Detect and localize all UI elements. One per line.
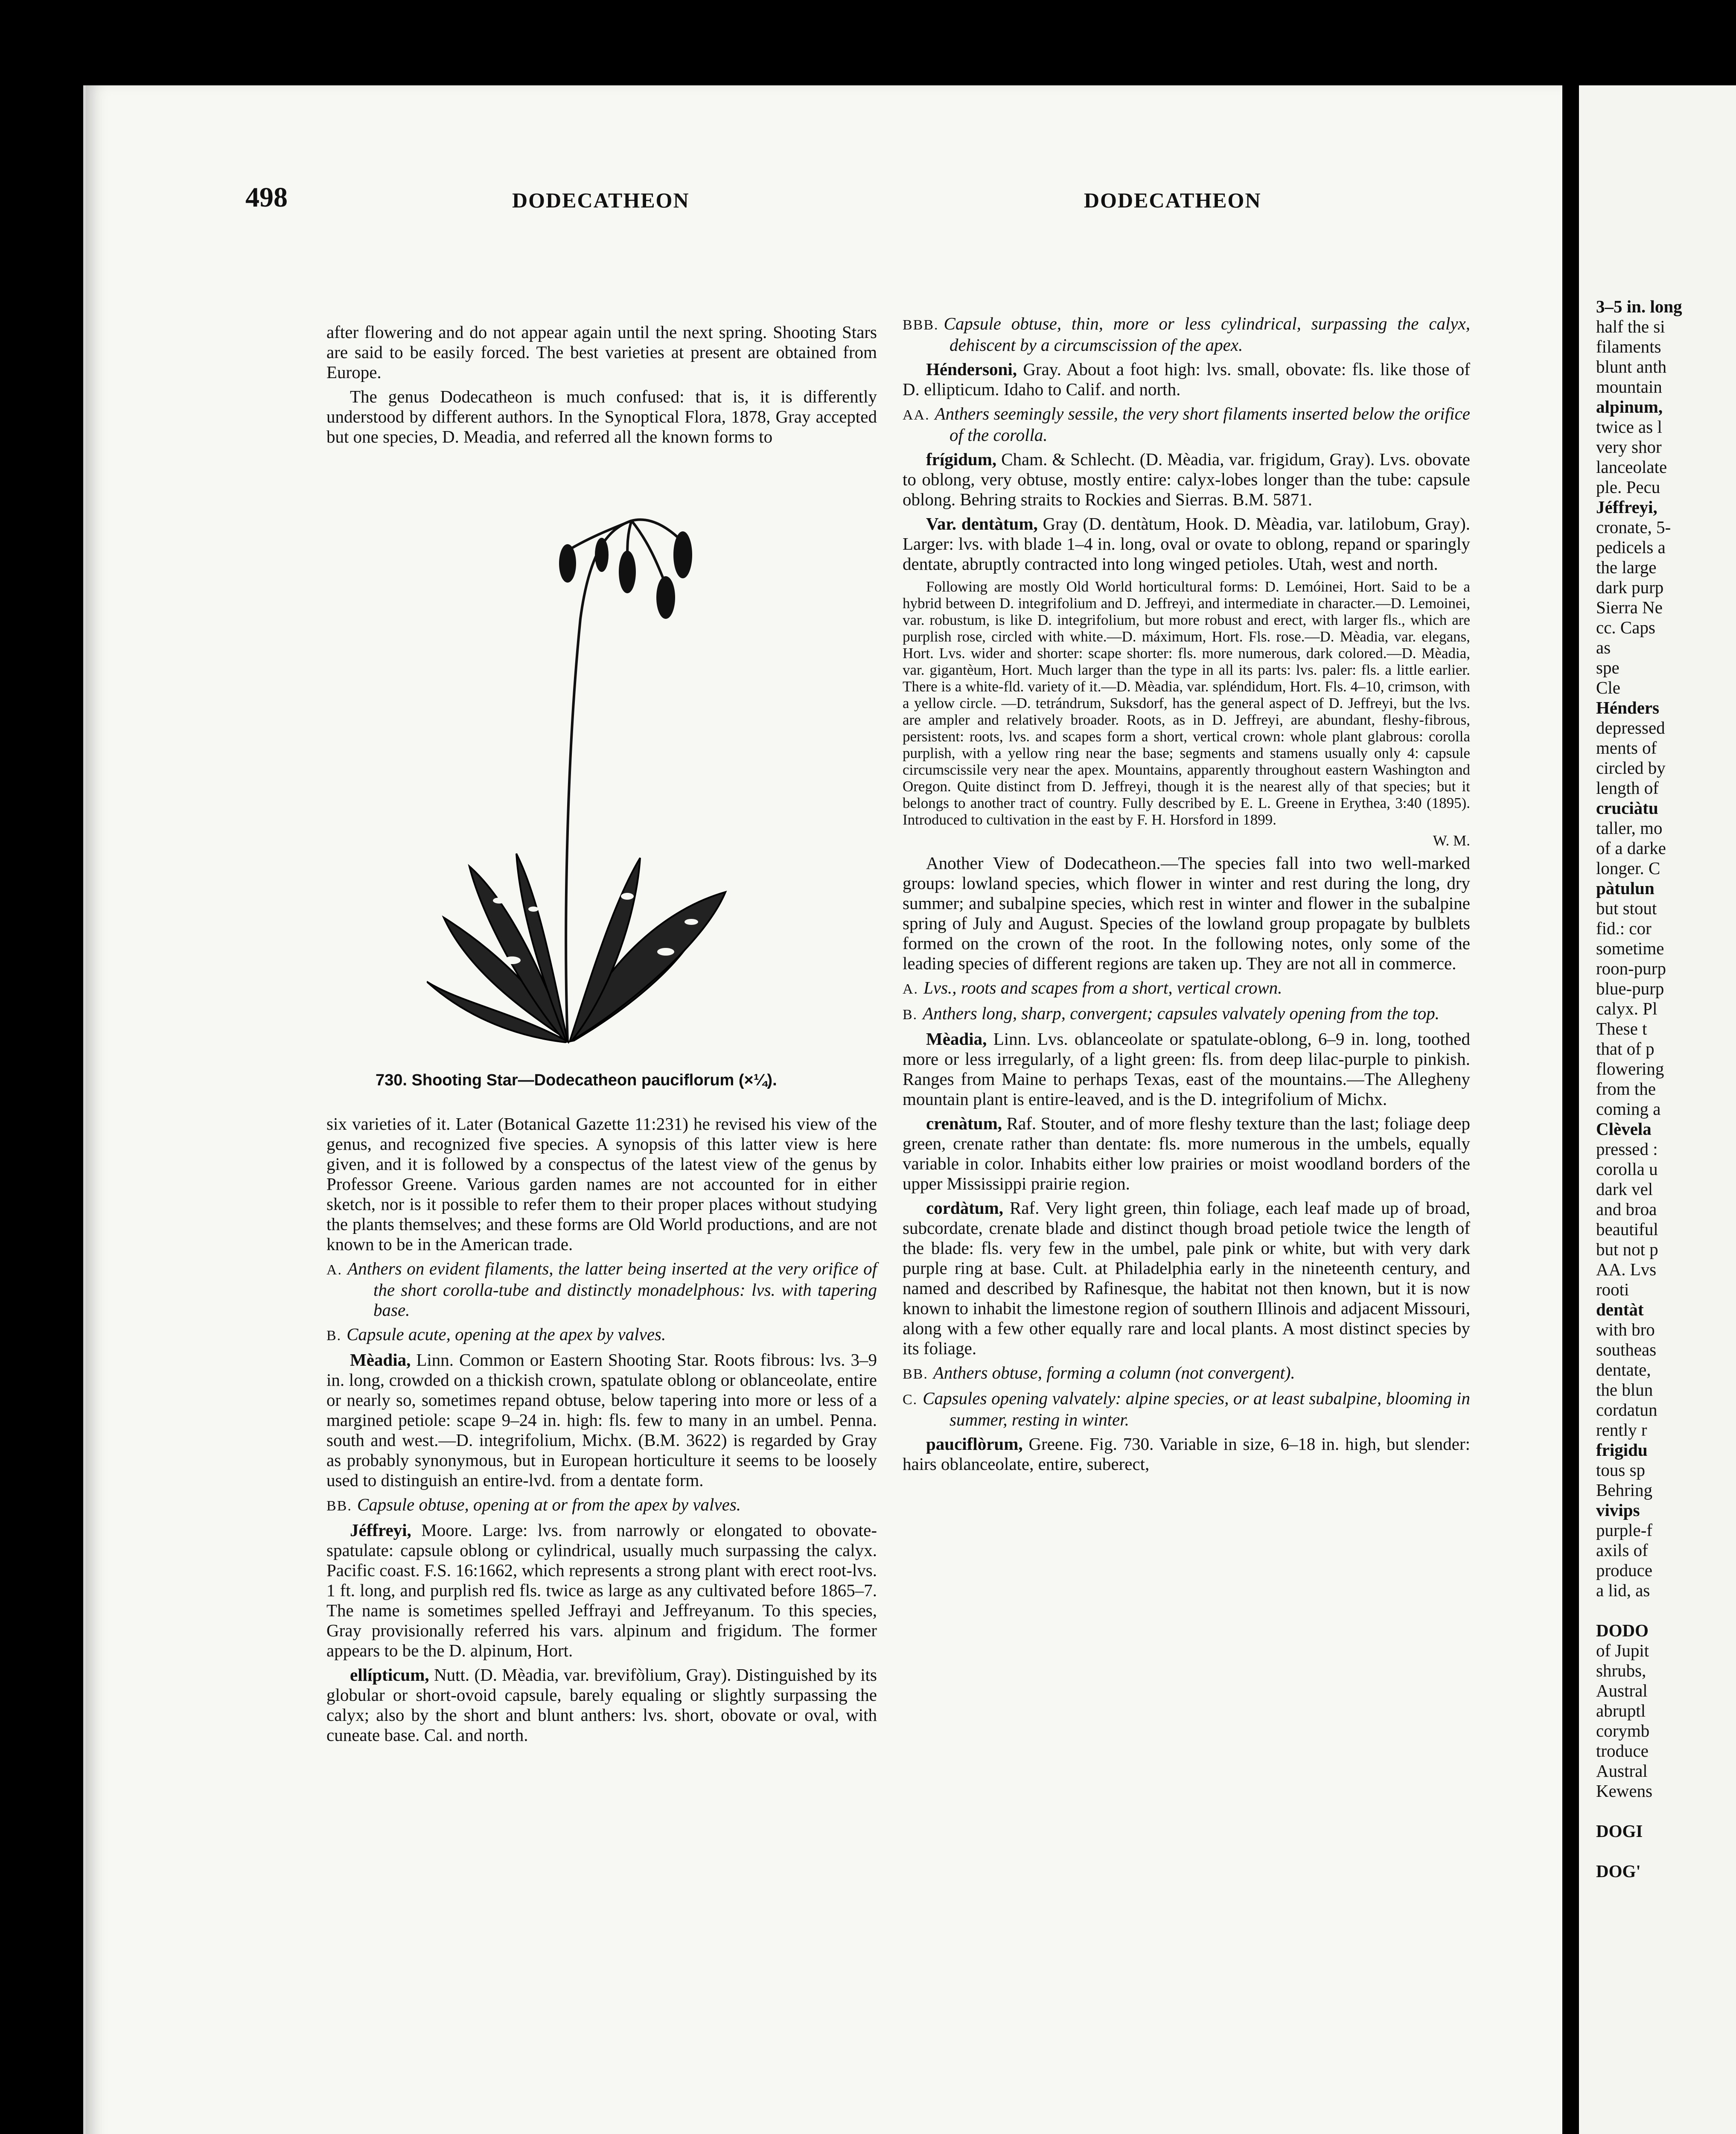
species-entry [326,1350,877,1490]
next-page-line: DODO [1596,1621,1649,1640]
key-bb-2 [903,1363,1470,1384]
next-page-line: lanceolate [1596,457,1667,477]
species-entry [903,359,1470,399]
next-page-line: tous sp [1596,1460,1646,1480]
next-page-line: filaments [1596,337,1661,356]
next-page-line: as [1596,638,1611,657]
next-page-line: axils of [1596,1540,1648,1560]
species-entry [903,1198,1470,1359]
species-entry [326,1665,877,1745]
next-page-line: rooti [1596,1280,1629,1299]
next-page-line: dentate, [1596,1360,1651,1379]
running-head-left: DODECATHEON [512,188,690,212]
left-column-top [326,322,877,451]
next-page-line: very shor [1596,437,1662,457]
key-mark: BBB. [903,317,939,333]
next-page-line: cc. Caps [1596,618,1655,637]
key-mark: BB. [903,1366,928,1382]
species-entry [903,1029,1470,1109]
next-page-line: mountain [1596,377,1662,396]
species-name: ellípticum, [350,1665,429,1685]
next-page-line: corymb [1596,1721,1650,1740]
next-page-line: abruptl [1596,1701,1646,1720]
next-page-line: shrubs, [1596,1661,1646,1680]
running-head-right: DODECATHEON [1084,188,1261,212]
next-page-line: blue-purp [1596,979,1664,998]
key-text: Capsules opening valvately: alpine species, or at least subalpine, blooming in summer, resting in winter. [923,1388,1470,1429]
next-page-line: flowering [1596,1059,1664,1079]
paragraph: The genus Dodecatheon is much confused: that is, it is differently understood by different authors. In the Synoptical Flora, 1878, Gray accepted but one species, D. Meadia, and referred all the known forms to [326,387,877,446]
species-text: Linn. Lvs. oblanceolate or spatulate-oblong, 6–9 in. long, toothed more or less irregularly, of a light green: fls. from deep lilac-purple to pinkish. Ranges from Maine to perhaps Texas, east of the mountains.—The Allegheny mountain plant is entire-leaved, and is the D. integrifolium of Michx. [903,1029,1471,1109]
key-mark: B. [326,1328,342,1344]
next-page-line: ments of [1596,738,1657,758]
next-page-line: of a darke [1596,838,1666,858]
next-page-line: southeas [1596,1340,1657,1359]
key-b-2 [903,1003,1470,1025]
key-text: Anthers seemingly sessile, the very short filaments inserted below the orifice of the corolla. [935,404,1470,445]
species-name: Var. dentàtum, [926,514,1038,534]
next-page-line: the blun [1596,1380,1653,1399]
next-page-line: AA. Lvs [1596,1259,1657,1279]
species-name: pauciflòrum, [926,1434,1023,1454]
author-signature: W. M. [1433,832,1470,849]
shooting-star-illustration [427,491,751,1054]
next-page-lines [1579,297,1682,1881]
next-page-line: DOG' [1596,1861,1641,1881]
next-page-line: cordatun [1596,1400,1657,1420]
next-page-line: vivips [1596,1500,1640,1520]
next-page-line: the large [1596,557,1657,577]
next-page-line: pàtulun [1596,878,1654,898]
page-number: 498 [245,182,288,213]
next-page-strip [1579,85,1736,2134]
next-page-line: cronate, 5- [1596,517,1671,537]
next-page-line [1579,1801,1682,1821]
next-page-line: twice as l [1596,417,1662,437]
species-name: Mèadia, [926,1029,987,1049]
key-text: Lvs., roots and scapes from a short, vertical crown. [923,978,1282,997]
species-entry [903,1114,1470,1194]
next-page-line: longer. C [1596,858,1660,878]
next-page-line: but not p [1596,1239,1658,1259]
next-page-line [1579,1600,1682,1621]
next-page-line: pressed : [1596,1139,1658,1159]
next-page-line: a lid, as [1596,1580,1650,1600]
next-page-line: that of p [1596,1039,1654,1058]
next-page-line: calyx. Pl [1596,999,1657,1018]
next-page-line: Cle [1596,678,1620,697]
next-page-line: Behring [1596,1480,1653,1500]
next-page-line: dentàt [1596,1300,1644,1319]
left-column-bottom [326,1114,877,1749]
key-mark: AA. [903,407,930,423]
next-page-line: fid.: cor [1596,918,1652,938]
paragraph: after flowering and do not appear again until the next spring. Shooting Stars are said to be easily forced. The best varieties at present are obtained from Europe. [326,322,877,382]
next-page-line: troduce [1596,1741,1649,1761]
next-page-line: dark vel [1596,1179,1653,1199]
next-page-line: blunt anth [1596,357,1667,376]
species-text: Greene. Fig. 730. Variable in size, 6–18 in. high, but slender: hairs oblanceolate, entire, suberect, [903,1434,1471,1474]
species-text: Raf. Stouter, and of more fleshy texture than the last; foliage deep green, crenate rather than dentate: fls. more numerous in the umbels, equally variable in color. Inhabits either low prairies or moist woodland borders of the upper Mississippi prairie region. [903,1114,1470,1193]
next-page-line: coming a [1596,1099,1661,1119]
next-page-line: Kewens [1596,1781,1653,1801]
key-a [326,1259,877,1320]
species-name: frígidum, [926,449,997,469]
next-page-line: sometime [1596,939,1664,958]
next-page-line: half the si [1596,317,1665,336]
next-page-line: spe [1596,658,1619,677]
key-text: Anthers obtuse, forming a column (not convergent). [933,1363,1295,1382]
species-name: Jéffreyi, [350,1520,411,1540]
next-page-line: corolla u [1596,1159,1658,1179]
species-text: Cham. & Schlecht. (D. Mèadia, var. frigidum, Gray). Lvs. obovate to oblong, very obtuse, mostly entire: calyx-lobes longer than the tube: capsule oblong. Behring straits to Rockies and Sierras. B.M. 5871. [903,449,1470,509]
next-page-line: but stout [1596,898,1657,918]
next-page-line: of Jupit [1596,1641,1649,1660]
species-text: Moore. Large: lvs. from narrowly or elongated to obovate-spatulate: capsule oblong or cylindrical, usually much surpassing the calyx. Pacific coast. F.S. 16:1662, which represents a strong plant with erect root-lvs. 1 ft. long, and purplish red fls. twice as large as any cultivated before 1865–7. The name is sometimes spelled Jeffrayi and Jeffreyanum. To this species, Gray provisionally referred his vars. alpinum and frigidum. The former appears to be the D. alpinum, Hort. [326,1520,877,1660]
next-page-line [1579,1841,1682,1861]
next-page-line: alpinum, [1596,397,1663,417]
key-mark: C. [903,1392,918,1408]
species-entry [326,1520,877,1661]
next-page-line: Sierra Ne [1596,598,1663,617]
next-page-line: and broa [1596,1199,1657,1219]
next-page-line: with bro [1596,1320,1655,1339]
paragraph: Another View of Dodecatheon.—The species fall into two well-marked groups: lowland species, which flower in winter and rest during the long, dry summer; and subalpine species, which rest in winter and flower in the subalpine spring of July and August. Species of the lowland group propagate by bulblets formed on the crown of the root. In the following notes, only some of the leading species of different regions are taken up. They are not all in commerce. [903,853,1470,973]
next-page-line: pedicels a [1596,537,1666,557]
key-text: Anthers on evident filaments, the latter being inserted at the very orifice of the short corolla-tube and distinctly monadelphous: lvs. with tapering base. [347,1259,877,1320]
species-text: Linn. Common or Eastern Shooting Star. Roots fibrous: lvs. 3–9 in. long, crowded on a thickish crown, spatulate oblong or oblanceolate, entire or nearly so, sometimes repand obtuse, below tapering into more or less of a margined petiole: scape 9–24 in. high: fls. few to many in an umbel. Penna. south and west.—D. integrifolium, Michx. (B.M. 3622) is regarded by Gray as probably synonymous, but in European horticulture it seems to be loosely used to distinguish an entire-lvd. from a dentate form. [326,1350,877,1490]
key-b [326,1324,877,1346]
next-page-line: DOGI [1596,1821,1643,1841]
key-text: Capsule obtuse, thin, more or less cylindrical, surpassing the calyx, dehiscent by a circumscission of the apex. [944,314,1470,355]
next-page-line: These t [1596,1019,1647,1038]
species-entry [903,449,1470,510]
next-page-line: ple. Pecu [1596,477,1660,497]
next-page-line: produce [1596,1560,1653,1580]
right-column [903,314,1470,1478]
species-text: Raf. Very light green, thin foliage, each leaf made up of broad, subcordate, crenate blade and distinct though broad petiole twice the length of the blade: fls. very few in the umbel, pale pink or white, but with very dark purple ring at base. Cult. at Philadelphia early in the nineteenth century, and named and described by Rafinesque, the habitat not then known, but it is now known to inhabit the limestone region of southern Illinois and adjacent Missouri, along with a few other equally rare and local plants. A most distinct species by its foliage. [903,1198,1470,1358]
next-page-line: purple-f [1596,1520,1653,1540]
key-text: Anthers long, sharp, convergent; capsules valvately opening from the top. [923,1003,1439,1023]
next-page-line: taller, mo [1596,818,1663,838]
figure-caption: 730. Shooting Star—Dodecatheon pauciflorum (×¼). [376,1071,777,1089]
species-entry [903,1434,1470,1474]
key-a-2 [903,978,1470,999]
key-c [903,1388,1470,1430]
key-mark: A. [903,981,919,997]
next-page-line: Jéffreyi, [1596,497,1657,517]
horticultural-note: Following are mostly Old World horticultural forms: D. Lemóinei, Hort. Said to be a hybrid between D. integrifolium and D. Jeffreyi, and intermediate in character.—D. Lemoinei, var. robustum, is like D. integrifolium, but more robust and erect, with larger fls., which are purplish rose, circled with white.—D. máximum, Hort. Fls. rose.—D. Mèadia, var. elegans, Hort. Lvs. wider and shorter: scape shorter: fls. more numerous, dark colored.—D. Mèadia, var. gigantèum, Hort. Much larger than the type in all its parts: lvs. paler: fls. a little earlier. There is a white-fld. variety of it.—D. Mèadia, var. spléndidum, Hort. Fls. 4–10, crimson, with a yellow circle. —D. tetrándrum, Suksdorf, has the general aspect of D. Jeffreyi, but the lvs. are ampler and relatively broader. Roots, as in D. Jeffreyi, are abundant, fleshy-fibrous, persistent: roots, lvs. and scapes form a short, vertical crown: whole plant glabrous: corolla purplish, with a yellow ring near the base; segments and stamens usually only 4: capsule circumscissile very near the apex. Mountains, apparently throughout eastern Washington and Oregon. Quite distinct from D. Jeffreyi, though it is the nearest ally of that species; but it belongs to another tract of country. Fully described by E. L. Greene in Erythea, 3:40 (1895). Introduced to cultivation in the east by F. H. Horsford in 1899. [903,578,1470,828]
next-page-line: 3–5 in. long [1596,297,1682,316]
next-page-line: rently r [1596,1420,1647,1440]
next-page-line: frigidu [1596,1440,1648,1460]
next-page-line: roon-purp [1596,959,1666,978]
species-text: Gray (D. dentàtum, Hook. D. Mèadia, var. latilobum, Gray). Larger: lvs. with blade 1–4 in. long, oval or ovate to oblong, repand or sparingly dentate, abruptly contracted into long winged petioles. Utah, west and north. [903,514,1471,574]
key-mark: A. [326,1262,343,1278]
next-page-line: Austral [1596,1761,1648,1781]
key-aa [903,404,1470,445]
key-bb [326,1495,877,1516]
next-page-line: Clèvela [1596,1119,1652,1139]
next-page-line: depressed [1596,718,1665,738]
species-entry [903,514,1470,574]
next-page-line: from the [1596,1079,1656,1099]
key-text: Capsule obtuse, opening at or from the apex by valves. [357,1495,741,1514]
species-text: Gray. About a foot high: lvs. small, obovate: fls. like those of D. ellipticum. Idaho to Calif. and north. [903,359,1470,399]
species-name: Mèadia, [350,1350,411,1370]
next-page-line: Hénders [1596,698,1660,717]
next-page-line: beautiful [1596,1219,1658,1239]
species-name: Héndersoni, [926,359,1017,379]
next-page-line: Austral [1596,1681,1648,1700]
next-page-line: cruciàtu [1596,798,1658,818]
paragraph: six varieties of it. Later (Botanical Gazette 11:231) he revised his view of the genus, and recognized five species. A synopsis of this latter view is here given, and it is followed by a conspectus of the latest view of the genus by Professor Greene. Various garden names are not accounted for in either sketch, nor is it possible to refer them to their proper places without studying the plants themselves; and these forms are Old World productions, and are not known to be in the American trade. [326,1114,877,1254]
next-page-line: dark purp [1596,577,1664,597]
next-page-line: circled by [1596,758,1666,778]
key-text: Capsule acute, opening at the apex by valves. [347,1324,666,1344]
next-page-line: length of [1596,778,1659,798]
species-text: Nutt. (D. Mèadia, var. brevifòlium, Gray). Distinguished by its globular or short-ovoid capsule, barely equaling or slightly surpassing the calyx; also by the short and blunt anthers: lvs. short, obovate or oval, with cuneate base. Cal. and north. [326,1665,877,1745]
key-mark: B. [903,1007,918,1023]
key-bbb [903,314,1470,355]
species-name: cordàtum, [926,1198,1004,1218]
species-name: crenàtum, [926,1114,1002,1133]
key-mark: BB. [326,1498,352,1514]
